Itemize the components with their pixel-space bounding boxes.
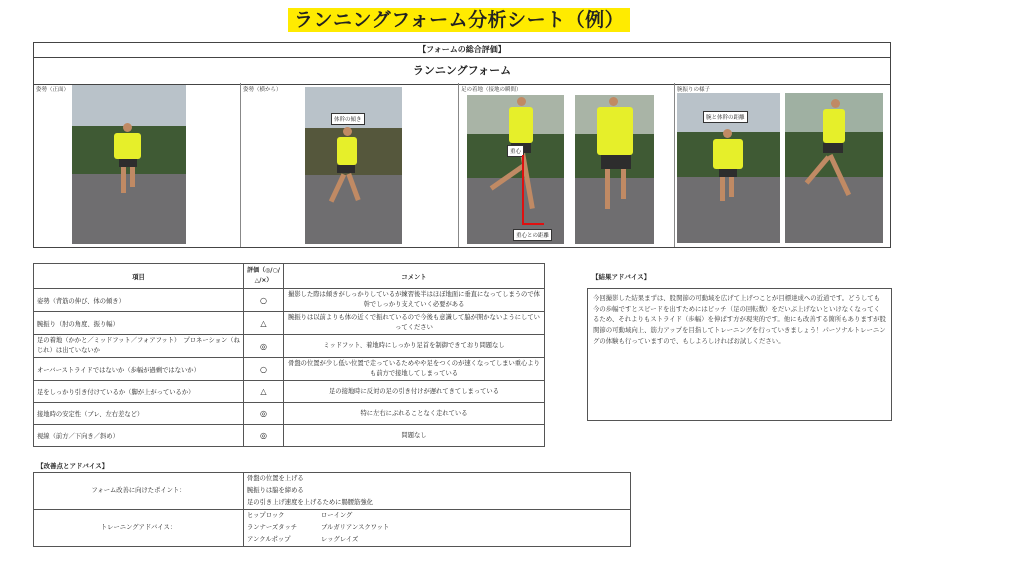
photo-panel-side (241, 83, 459, 247)
list-item: 骨盤の位置を上げる (247, 475, 304, 482)
row-content (244, 510, 631, 547)
runner-photo (305, 87, 402, 244)
photo-label: 姿勢（正面） (36, 87, 70, 93)
table-row (34, 425, 545, 447)
row-label: フォーム改善に向けたポイント： (34, 473, 244, 510)
row-score: ○ (244, 289, 284, 312)
photo-label: 腕振りの様子 (677, 87, 711, 93)
row-comment: 腕振りは以前よりも体の近くで振れているので今後も意識して脇が開かないようにしていってください (284, 312, 545, 335)
row-label: トレーニングアドバイス： (34, 510, 244, 547)
list-item: 腕振りは脇を締める (247, 487, 304, 494)
column-header-item: 項目 (34, 264, 244, 289)
photo-row (34, 83, 890, 247)
runner-photo-back (575, 95, 654, 244)
advice-text: 今回撮影した結果まずは、股関節の可動域を広げて上げつことが目標達成への近道です。どうしても今の歩幅ですとスピードを出すためにはピッチ（足の回転数）をだいぶ上げないといけなくなってくるため、それよりもストライド（歩幅）を伸ばす方が現実的です。他にも改善する箇所もありますが股関節の可動域向上、筋力アップを目指してトレーニングを行っていきましょう！パーソナルトレーニングの体験も行っていますので、もしよろしければお試しください。 (587, 288, 892, 421)
assessment-header: 【フォームの総合評価】 (34, 43, 890, 58)
advice-heading: 【結果アドバイス】 (592, 273, 651, 281)
improvement-table (33, 472, 631, 547)
row-score: ◎ (244, 425, 284, 447)
row-comment: 骨盤の位置が少し低い位置で走っているためやや足をつくのが速くなってしまい重心よりも前方で接地してしまっている (284, 358, 545, 381)
row-content (244, 473, 631, 510)
photo-panel-landing (459, 83, 675, 247)
column-header-comment: コメント (284, 264, 545, 289)
table-row (34, 312, 545, 335)
row-item: 腕振り（肘の角度、振り幅） (34, 312, 244, 335)
row-item: オーバーストライドではないか（歩幅が過剰ではないか） (34, 358, 244, 381)
row-score: △ (244, 312, 284, 335)
table-row (34, 510, 631, 547)
annotation-label: 重心との距離 (513, 229, 552, 241)
assessment-subheader: ランニングフォーム (34, 58, 890, 85)
runner-photo (72, 85, 186, 244)
annotation-label: 体幹の傾き (331, 113, 365, 125)
row-item: 接地時の安定性（ブレ、左右差など） (34, 403, 244, 425)
page-title: ランニングフォーム分析シート（例） (288, 8, 630, 32)
runner-photo (677, 93, 780, 243)
table-row (34, 403, 545, 425)
table-row (34, 335, 545, 358)
row-item: 姿勢（背筋の伸び、体の傾き） (34, 289, 244, 312)
evaluation-table (33, 263, 545, 447)
table-row (34, 289, 545, 312)
list-item: 足の引き上げ速度を上げるために腸腰筋強化 (247, 499, 373, 506)
photo-panel-front (34, 83, 241, 247)
table-row (34, 473, 631, 510)
row-score: ○ (244, 358, 284, 381)
row-score: △ (244, 381, 284, 403)
row-item: 足をしっかり引き付けているか（脚が上がっているか） (34, 381, 244, 403)
annotation-label: 重心 (507, 145, 524, 157)
column-header-score: 評価（◎/○/△/×） (244, 264, 284, 289)
row-comment: 撮影した際は傾きがしっかりしているが練習後半はほぼ地面に垂直になってしまうので体幹でしっかり支えていく必要がある (284, 289, 545, 312)
row-comment: ミッドフット、着地時にしっかり足首を制御できており問題なし (284, 335, 545, 358)
table-row (34, 358, 545, 381)
table-row (34, 381, 545, 403)
overall-assessment (33, 42, 891, 248)
improvement-heading: 【改善点とアドバイス】 (37, 462, 109, 470)
list-item: ヒップロック ローイング (247, 512, 353, 519)
list-item: ランナーズタッチ ブルガリアンスクワット (247, 524, 390, 531)
annotation-label: 腕と体幹の距離 (703, 111, 748, 123)
row-item: 視線（前方／下向き／斜め） (34, 425, 244, 447)
row-score: ◎ (244, 335, 284, 358)
photo-panel-arm-swing (675, 83, 890, 247)
row-score: ◎ (244, 403, 284, 425)
photo-label: 足の着地（接地の瞬間） (461, 87, 522, 93)
row-comment: 足の接地時に反対の足の引き付けが遅れてきてしまっている (284, 381, 545, 403)
photo-label: 姿勢（横から） (243, 87, 282, 93)
runner-photo (467, 95, 564, 244)
runner-photo-side (785, 93, 883, 243)
row-comment: 問題なし (284, 425, 545, 447)
distance-line (522, 223, 544, 225)
center-of-mass-line (522, 155, 524, 225)
list-item: アンクルポップ レッグレイズ (247, 536, 359, 543)
row-comment: 特に左右にぶれることなく走れている (284, 403, 545, 425)
row-item: 足の着地（かかと／ミッドフット／フォアフット） プロネーション（ねじれ）は出ていないか (34, 335, 244, 358)
